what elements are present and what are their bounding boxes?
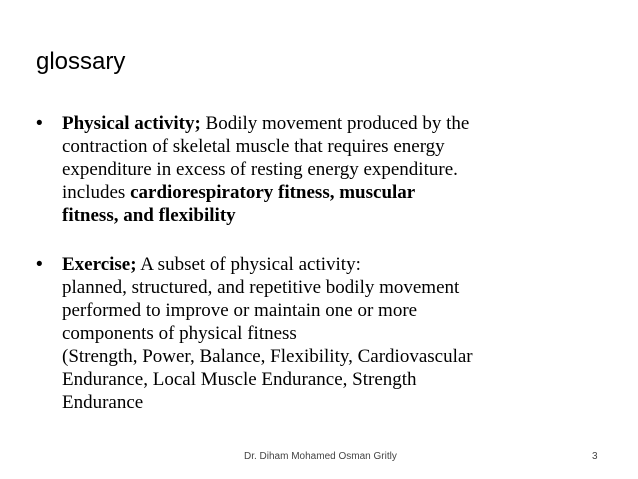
- definition-emphasis: fitness, and flexibility: [62, 205, 236, 226]
- bullet-list: [36, 112, 616, 414]
- slide-title: glossary: [36, 48, 126, 75]
- definition-line: contraction of skeletal muscle that requires energy: [62, 136, 445, 157]
- definition-line: expenditure in excess of resting energy expenditure.: [62, 159, 458, 180]
- bullet-exercise: [36, 253, 616, 414]
- definition-text: Bodily movement produced by the: [200, 113, 470, 134]
- bullet-icon: •: [36, 254, 43, 275]
- footer-author: Dr. Diham Mohamed Osman Gritly: [244, 451, 397, 462]
- definition-line: Endurance: [62, 392, 144, 413]
- definition-line: [62, 181, 616, 204]
- definition-line: (Strength, Power, Balance, Flexibility, Cardiovascular: [62, 346, 473, 367]
- bullet-icon: •: [36, 113, 43, 134]
- definition-term: Exercise;: [62, 254, 137, 275]
- definition-line: components of physical fitness: [62, 323, 297, 344]
- definition-text: includes: [62, 182, 131, 203]
- definition-text: A subset of physical activity:: [136, 254, 361, 275]
- definition-line: planned, structured, and repetitive bodily movement: [62, 277, 460, 298]
- definition-line: [62, 112, 616, 135]
- bullet-physical-activity: [36, 112, 616, 227]
- definition-line: [62, 253, 616, 276]
- definition-line: Endurance, Local Muscle Endurance, Strength: [62, 369, 417, 390]
- definition-line: performed to improve or maintain one or more: [62, 300, 418, 321]
- definition-term: Physical activity;: [62, 113, 201, 134]
- definition-emphasis: cardiorespiratory fitness, muscular: [130, 182, 416, 203]
- page-number: 3: [592, 451, 598, 462]
